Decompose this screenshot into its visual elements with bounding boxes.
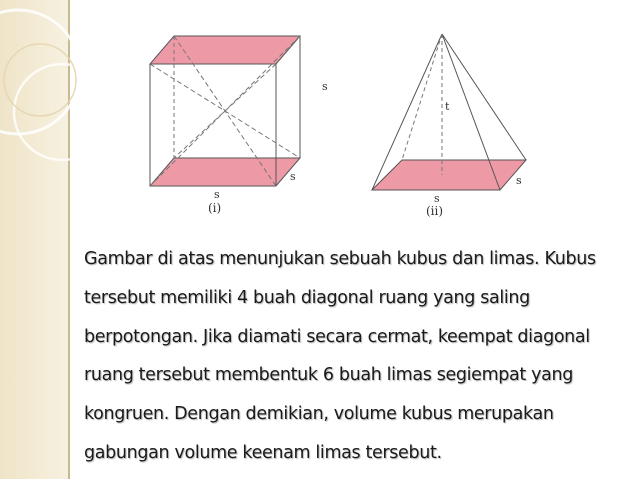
cube-bottom-face [150,158,300,186]
pyramid-drawing [372,34,526,218]
cube-side-label: s [290,170,296,183]
pyramid-edge-label: s [516,174,522,187]
geometry-figure [140,20,540,220]
cube-edge-label: s [322,80,328,93]
cube-pyramid-diagram [140,20,540,220]
paragraph-line: kongruen. Dengan demikian, volume kubus merupakan [84,404,554,425]
cube-caption: (i) [208,201,222,215]
pyramid-caption: (ii) [426,204,444,218]
pyramid-hidden-edge [402,34,442,160]
paragraph-line: berpotongan. Jika diamati secara cermat, keempat diagonal [84,326,590,347]
description-paragraph [84,240,624,473]
pyramid-base [372,160,526,190]
pyramid-edge [442,34,526,160]
cube-top-face [150,36,300,64]
cube-bottom-label: s [214,188,220,201]
decorative-side-rule [68,0,70,479]
paragraph-line: ruang tersebut membentuk 6 buah limas segiempat yang [84,365,574,386]
paragraph-line: gabungan volume keenam limas tersebut. [84,442,442,463]
paragraph-line: tersebut memiliki 4 buah diagonal ruang yang saling [84,287,530,308]
cube-drawing [150,36,328,215]
pyramid-height-label: t [445,100,450,113]
pyramid-bottom-label: s [434,192,440,205]
paragraph-line: Gambar di atas menunjukan sebuah kubus dan limas. Kubus [84,249,596,269]
decorative-side-band [0,0,70,479]
